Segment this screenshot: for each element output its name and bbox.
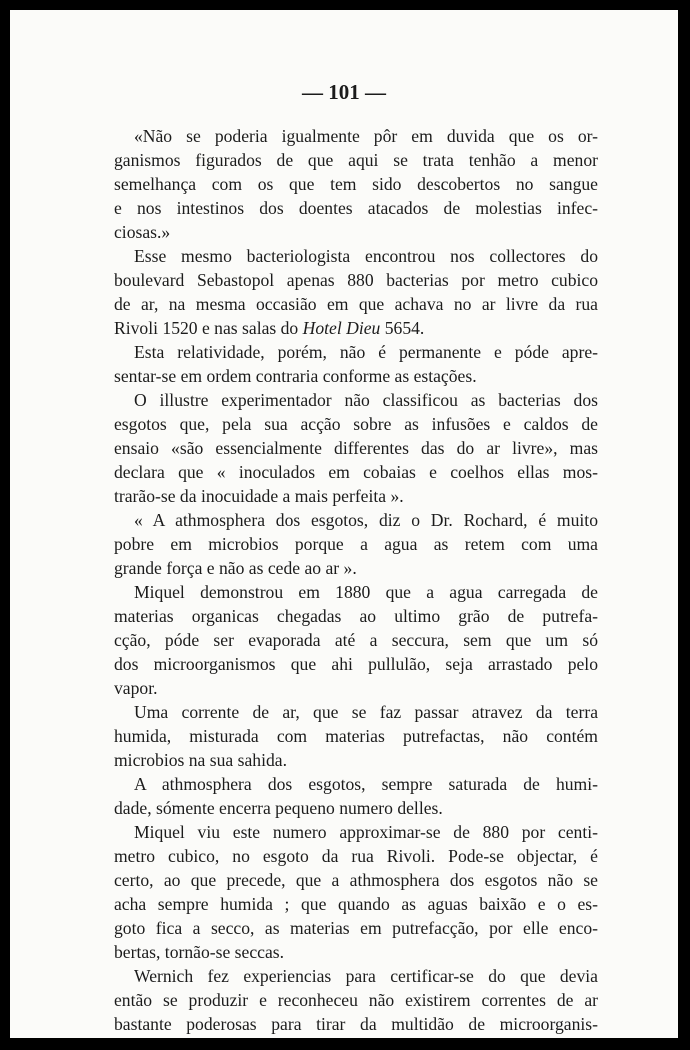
paragraph: [114, 508, 598, 580]
text-line: boulevard Sebastopol apenas 880 bacterias por metro cubico: [114, 270, 598, 290]
text-line: A athmosphera dos esgotos, sempre saturada de humi-: [134, 774, 598, 794]
text-line: Miquel viu este numero approximar-se de 880 por centi-: [134, 822, 598, 842]
text-line: materias organicas chegadas ao ultimo grão de putrefa-: [114, 606, 598, 626]
paragraph: [114, 820, 598, 964]
text-line: declara que « inoculados em cobaias e coelhos ellas mos-: [114, 462, 598, 482]
text-line: grande força e não as cede ao ar ».: [114, 558, 357, 578]
paragraph: [114, 964, 598, 1036]
text-line: Esse mesmo bacteriologista encontrou nos collectores do: [134, 246, 598, 266]
text-line: sentar-se em ordem contraria conforme as estações.: [114, 366, 477, 386]
book-page: [10, 10, 678, 1038]
paragraph: [114, 580, 598, 700]
paragraph: [114, 388, 598, 508]
text-line: vapor.: [114, 678, 158, 698]
italic-text: Hotel Dieu: [302, 318, 381, 338]
text-line: ganismos figurados de que aqui se trata tenhão a menor: [114, 150, 598, 170]
paragraph: [114, 700, 598, 772]
text-line: Miquel demonstrou em 1880 que a agua carregada de: [134, 582, 598, 602]
page-number: — 101 —: [302, 80, 386, 104]
paragraph: [114, 124, 598, 244]
text-line: bertas, tornão-se seccas.: [114, 942, 284, 962]
text-line: humida, misturada com materias putrefactas, não contém: [114, 726, 598, 746]
text-fragment: Rivoli 1520 e nas salas do: [114, 318, 303, 338]
text-line: Uma corrente de ar, que se faz passar atravez da terra: [134, 702, 598, 722]
text-line: de ar, na mesma occasião em que achava no ar livre da rua: [114, 294, 598, 314]
text-line: O illustre experimentador não classificou as bacterias dos: [134, 390, 598, 410]
text-line: cção, póde ser evaporada até a seccura, sem que um só: [114, 630, 598, 650]
paragraph: [114, 244, 598, 388]
text-line: ensaio «são essencialmente differentes das do ar livre», mas: [114, 438, 598, 458]
text-line: metro cubico, no esgoto da rua Rivoli. Pode-se objectar, é: [114, 846, 598, 866]
paragraph: [114, 772, 598, 820]
text-line: esgotos que, pela sua acção sobre as infusões e caldos de: [114, 414, 598, 434]
text-line: então se produzir e reconheceu não existirem correntes de ar: [114, 990, 598, 1010]
text-line: certo, ao que precede, que a athmosphera dos esgotos não se: [114, 870, 598, 890]
text-line: [114, 316, 598, 340]
text-line: goto fica a secco, as materias em putrefacção, por elle enco-: [114, 918, 598, 938]
text-line: e nos intestinos dos doentes atacados de molestias infec-: [114, 198, 598, 218]
text-line: acha sempre humida ; que quando as aguas baixão e o es-: [114, 894, 598, 914]
text-fragment: 5654.: [380, 318, 425, 338]
text-line: microbios na sua sahida.: [114, 750, 287, 770]
text-line: trarão-se da inocuidade a mais perfeita ».: [114, 486, 404, 506]
text-line: Esta relatividade, porém, não é permanente e póde apre-: [134, 342, 598, 362]
body-text: [114, 124, 598, 1036]
text-line: dos microorganismos que ahi pullulão, seja arrastado pelo: [114, 654, 598, 674]
text-line: « A athmosphera dos esgotos, diz o Dr. Rochard, é muito: [134, 510, 598, 530]
text-line: semelhança com os que tem sido descobertos no sangue: [114, 174, 598, 194]
text-line: pobre em microbios porque a agua as retem com uma: [114, 534, 598, 554]
text-line: ciosas.»: [114, 222, 171, 242]
text-line: «Não se poderia igualmente pôr em duvida que os or-: [134, 126, 598, 146]
text-line: bastante poderosas para tirar da multidão de microorganis-: [114, 1014, 598, 1034]
text-line: dade, sómente encerra pequeno numero delles.: [114, 798, 443, 818]
text-line: Wernich fez experiencias para certificar-se do que devia: [134, 966, 598, 986]
